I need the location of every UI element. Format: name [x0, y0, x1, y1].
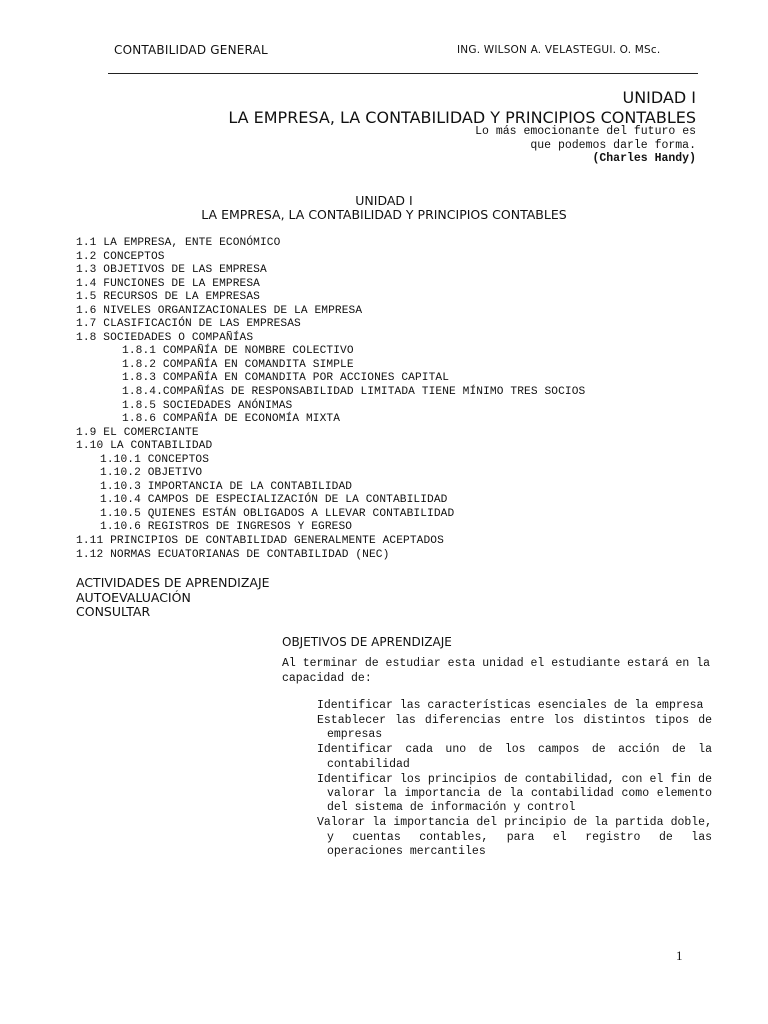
toc-item: 1.12 NORMAS ECUATORIANAS DE CONTABILIDAD (NEC): [76, 548, 390, 561]
toc-item: 1.10.2 OBJETIVO: [100, 467, 203, 480]
toc-item: 1.3 OBJETIVOS DE LAS EMPRESA: [76, 264, 267, 277]
toc-item: 1.10.4 CAMPOS DE ESPECIALIZACIÓN DE LA CONTABILIDAD: [100, 494, 448, 507]
toc-item: 1.8.6 COMPAÑÍA DE ECONOMÍA MIXTA: [122, 413, 341, 426]
toc-item: 1.7 CLASIFICACIÓN DE LAS EMPRESAS: [76, 318, 301, 331]
objective-item: Establecer las diferencias entre los distintos tipos de empresas: [317, 713, 712, 742]
objective-item: Identificar cada uno de los campos de acción de la contabilidad: [317, 743, 712, 771]
activity-consult: CONSULTAR: [76, 604, 151, 619]
toc-item: 1.8.4.COMPAÑÍAS DE RESPONSABILIDAD LIMITADA TIENE MÍNIMO TRES SOCIOS: [122, 386, 586, 399]
toc-item: 1.8 SOCIEDADES O COMPAÑÍAS: [76, 331, 254, 344]
toc-item: 1.10.3 IMPORTANCIA DE LA CONTABILIDAD: [100, 480, 353, 493]
subheading-unit: UNIDAD I: [355, 193, 413, 208]
objectives-intro: Al terminar de estudiar esta unidad el estudiante estará en la capacidad de:: [282, 657, 710, 685]
quote-line-2: que podemos darle forma.: [530, 139, 696, 152]
toc-item: 1.8.2 COMPAÑÍA EN COMANDITA SIMPLE: [122, 358, 354, 371]
toc-item: 1.10.5 QUIENES ESTÁN OBLIGADOS A LLEVAR CONTABILIDAD: [100, 507, 455, 520]
unit-title: LA EMPRESA, LA CONTABILIDAD Y PRINCIPIOS CONTABLES: [228, 108, 696, 127]
toc-item: 1.6 NIVELES ORGANIZACIONALES DE LA EMPRESA: [76, 304, 363, 317]
unit-heading: UNIDAD I: [622, 88, 696, 107]
toc-item: 1.9 EL COMERCIANTE: [76, 426, 199, 439]
toc-item: 1.11 PRINCIPIOS DE CONTABILIDAD GENERALMENTE ACEPTADOS: [76, 535, 444, 548]
objectives-title: OBJETIVOS DE APRENDIZAJE: [282, 635, 452, 649]
quote-line-1: Lo más emocionante del futuro es: [475, 125, 696, 138]
header-rule: [108, 73, 698, 74]
toc-item: 1.8.1 COMPAÑÍA DE NOMBRE COLECTIVO: [122, 345, 354, 358]
toc-item: 1.10.6 REGISTROS DE INGRESOS Y EGRESO: [100, 521, 353, 534]
toc-item: 1.1 LA EMPRESA, ENTE ECONÓMICO: [76, 237, 281, 249]
objectives-list: [317, 699, 712, 860]
toc-item: 1.5 RECURSOS DE LA EMPRESAS: [76, 291, 260, 304]
objective-item: Identificar los principios de contabilidad, con el fin de valorar la importancia de la contabilidad como elemento del sistema de información y control: [317, 772, 712, 815]
header-course-title: CONTABILIDAD GENERAL: [114, 43, 268, 57]
toc-item: 1.4 FUNCIONES DE LA EMPRESA: [76, 277, 260, 290]
objective-item: Valorar la importancia del principio de la partida doble, y cuentas contables, para el registro de las operaciones mercantiles: [317, 816, 712, 859]
toc-item: 1.10 LA CONTABILIDAD: [76, 440, 213, 453]
toc-item: 1.2 CONCEPTOS: [76, 250, 165, 263]
activity-learning: ACTIVIDADES DE APRENDIZAJE: [76, 575, 270, 590]
activity-self-evaluation: AUTOEVALUACIÓN: [76, 589, 191, 605]
activities-list: [76, 576, 270, 620]
subheading-title: LA EMPRESA, LA CONTABILIDAD Y PRINCIPIOS CONTABLES: [201, 207, 567, 222]
toc-item: 1.8.3 COMPAÑÍA EN COMANDITA POR ACCIONES CAPITAL: [122, 372, 450, 385]
header-author: ING. WILSON A. VELASTEGUI. O. MSc.: [457, 44, 661, 56]
quote-author: (Charles Handy): [592, 152, 696, 165]
toc-item: 1.10.1 CONCEPTOS: [100, 453, 210, 466]
toc-item: 1.8.5 SOCIEDADES ANÓNIMAS: [122, 399, 293, 412]
table-of-contents: [76, 237, 585, 562]
page-number: 1: [676, 948, 683, 963]
objective-item: Identificar las características esenciales de la empresa: [317, 699, 704, 712]
